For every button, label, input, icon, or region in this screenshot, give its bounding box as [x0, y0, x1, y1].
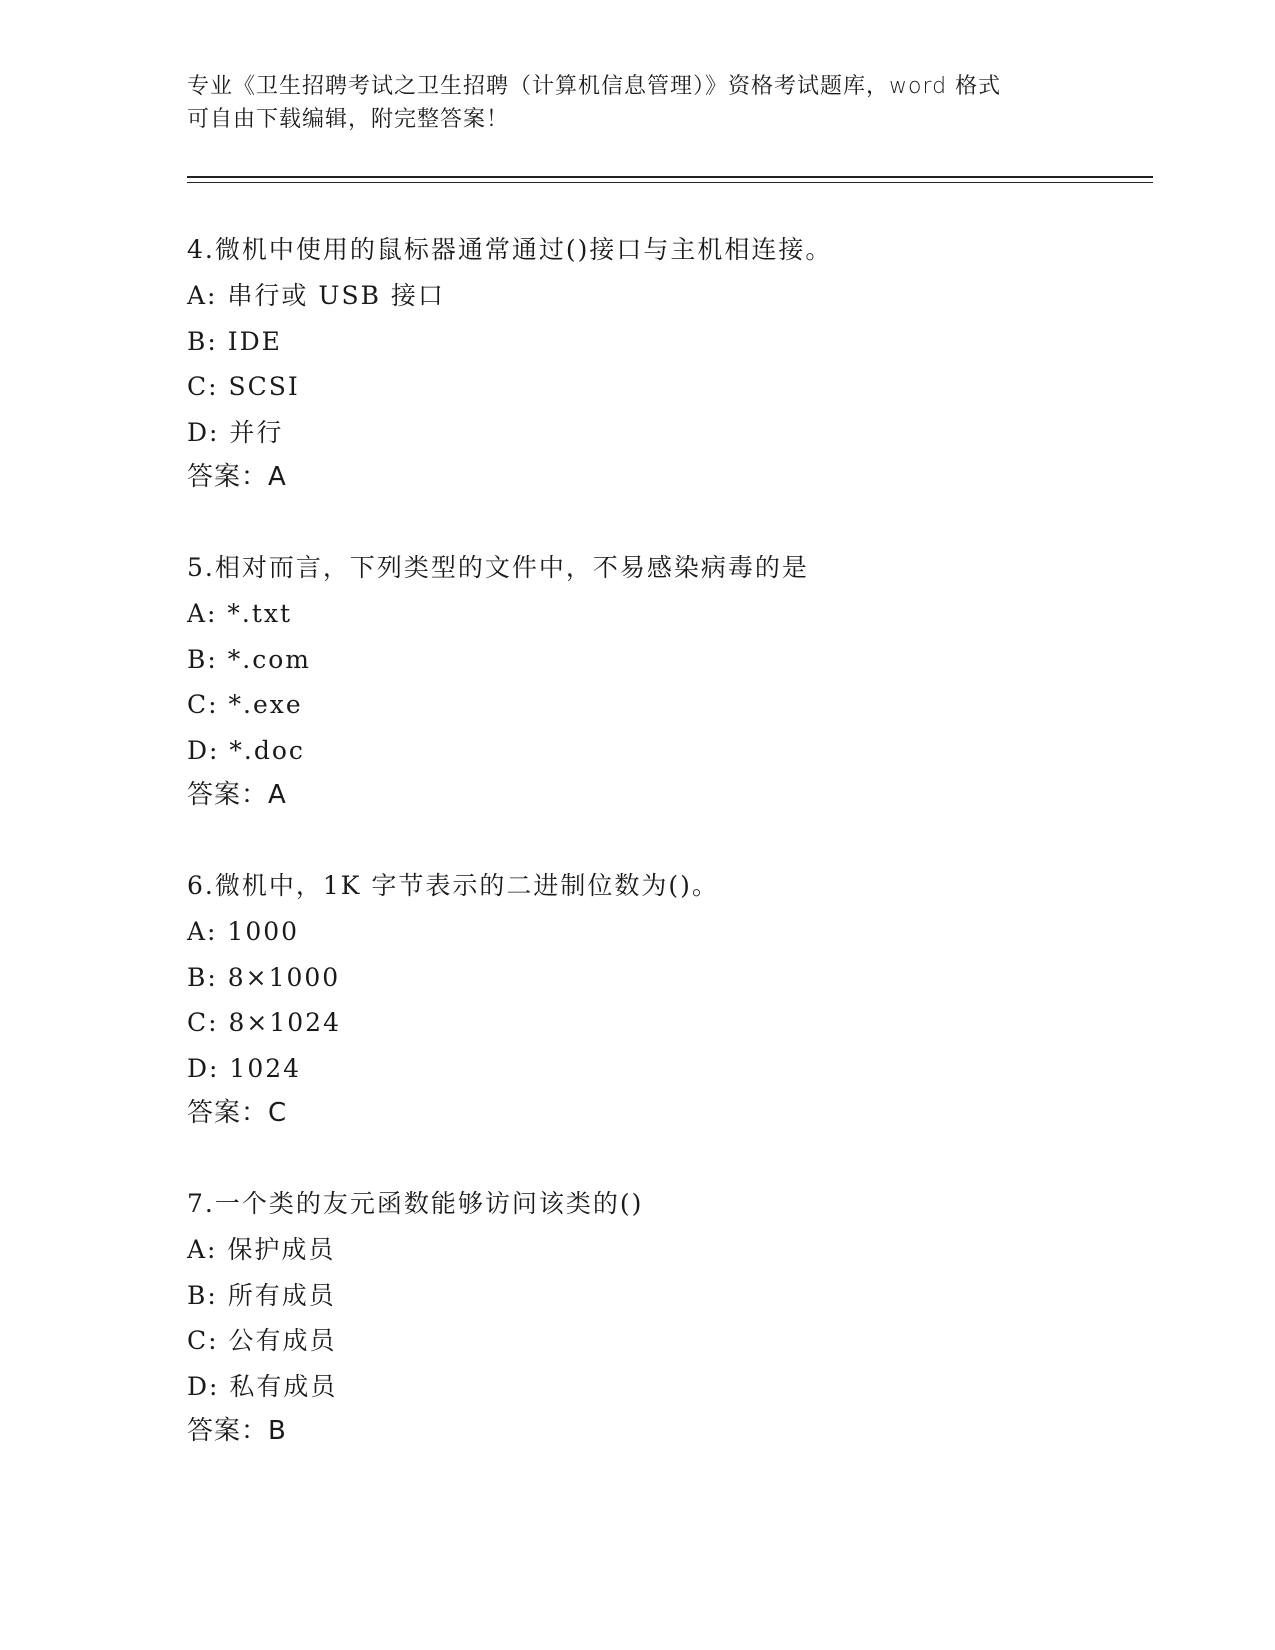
header-line-1: 专业《卫生招聘考试之卫生招聘（计算机信息管理）》资格考试题库，word 格式 [187, 74, 1002, 99]
option-b: B: *.com [187, 644, 311, 674]
option-c: C: SCSI [187, 372, 300, 401]
answer: 答案：B [187, 1416, 287, 1446]
question-stem: 4.微机中使用的鼠标器通常通过()接口与主机相连接。 [187, 235, 833, 264]
document-header [187, 70, 1087, 136]
option-c: C: 8×1024 [187, 1008, 341, 1037]
option-d: D: *.doc [187, 735, 305, 765]
option-b: B: IDE [187, 326, 282, 356]
option-a: A: 串行或 USB 接口 [187, 281, 445, 310]
answer: 答案：A [187, 462, 287, 492]
option-b: B: 所有成员 [187, 1280, 336, 1310]
option-a: A: 保护成员 [187, 1235, 336, 1264]
option-d: D: 1024 [187, 1053, 302, 1083]
question-5 [187, 545, 1147, 818]
option-d: D: 并行 [187, 417, 284, 447]
question-stem: 7.一个类的友元函数能够访问该类的() [187, 1189, 644, 1218]
question-stem: 6.微机中，1K 字节表示的二进制位数为()。 [187, 871, 719, 900]
question-4 [187, 227, 1147, 500]
option-a: A: 1000 [187, 917, 300, 946]
question-stem: 5.相对而言，下列类型的文件中，不易感染病毒的是 [187, 553, 809, 582]
answer: 答案：C [187, 1098, 288, 1128]
option-b: B: 8×1000 [187, 962, 341, 992]
option-c: C: *.exe [187, 690, 303, 719]
answer: 答案：A [187, 780, 287, 810]
header-divider-thick [187, 176, 1153, 178]
option-a: A: *.txt [187, 599, 293, 628]
option-c: C: 公有成员 [187, 1326, 337, 1355]
header-divider-thin [187, 182, 1153, 183]
header-line-2: 可自由下载编辑，附完整答案！ [187, 107, 510, 132]
question-7 [187, 1181, 1147, 1454]
option-d: D: 私有成员 [187, 1371, 338, 1401]
question-6 [187, 863, 1147, 1136]
